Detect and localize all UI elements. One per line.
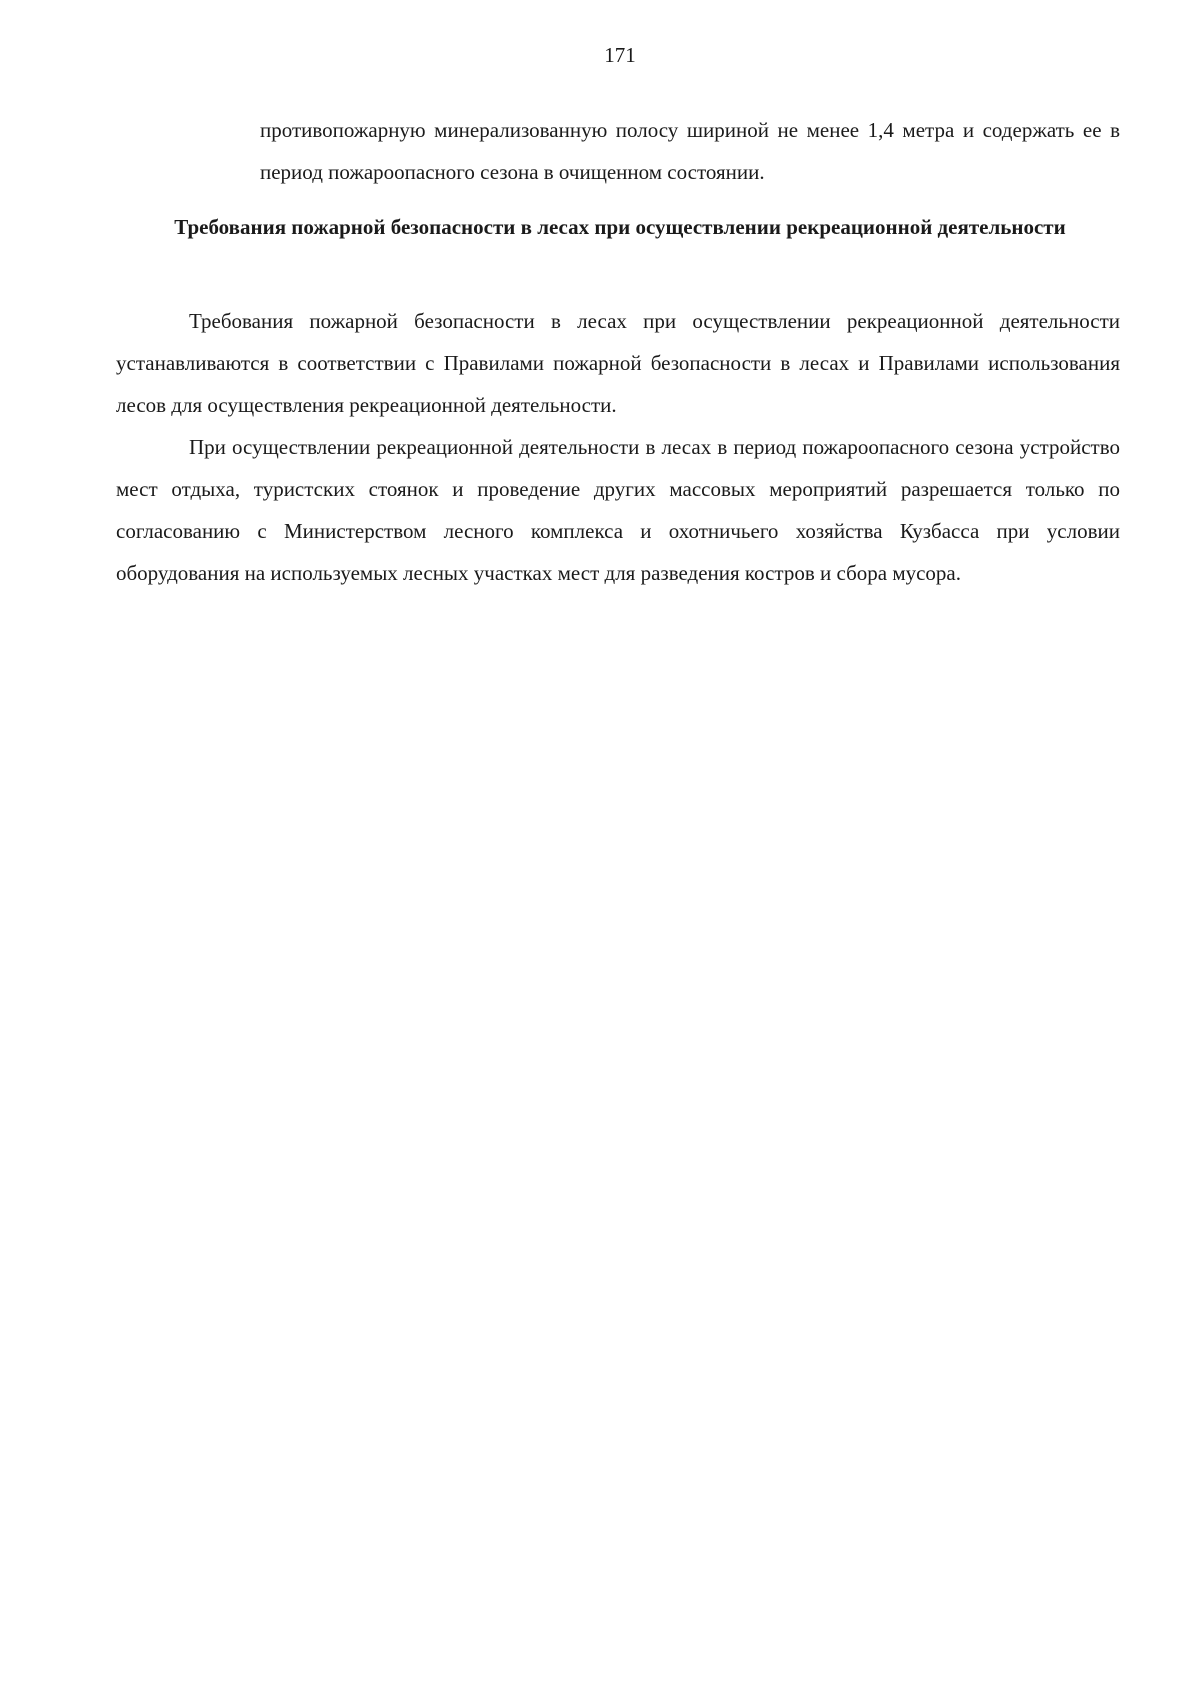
section-heading: Требования пожарной безопасности в лесах при осуществлении рекреационной деятельности xyxy=(174,215,1066,239)
page-number: 171 xyxy=(604,43,636,67)
body-paragraph: Требования пожарной безопасности в лесах при осуществлении рекреационной деятельности устанавливаются в соответствии с Правилами пожарной безопасности в лесах и Правилами использования лесов для осуществления рекреационной деятельности. xyxy=(116,309,1120,417)
body-paragraph: При осуществлении рекреационной деятельности в лесах в период пожароопасного сезона устройство мест отдыха, туристских стоянок и проведение других массовых мероприятий разрешается только по согласованию с Министерством лесного комплекса и охотничьего хозяйства Кузбасса при условии оборудования на используемых лесных участках мест для разведения костров и сбора мусора. xyxy=(116,435,1120,585)
continuation-paragraph: противопожарную минерализованную полосу шириной не менее 1,4 метра и содержать ее в период пожароопасного сезона в очищенном состоянии. xyxy=(260,118,1120,184)
